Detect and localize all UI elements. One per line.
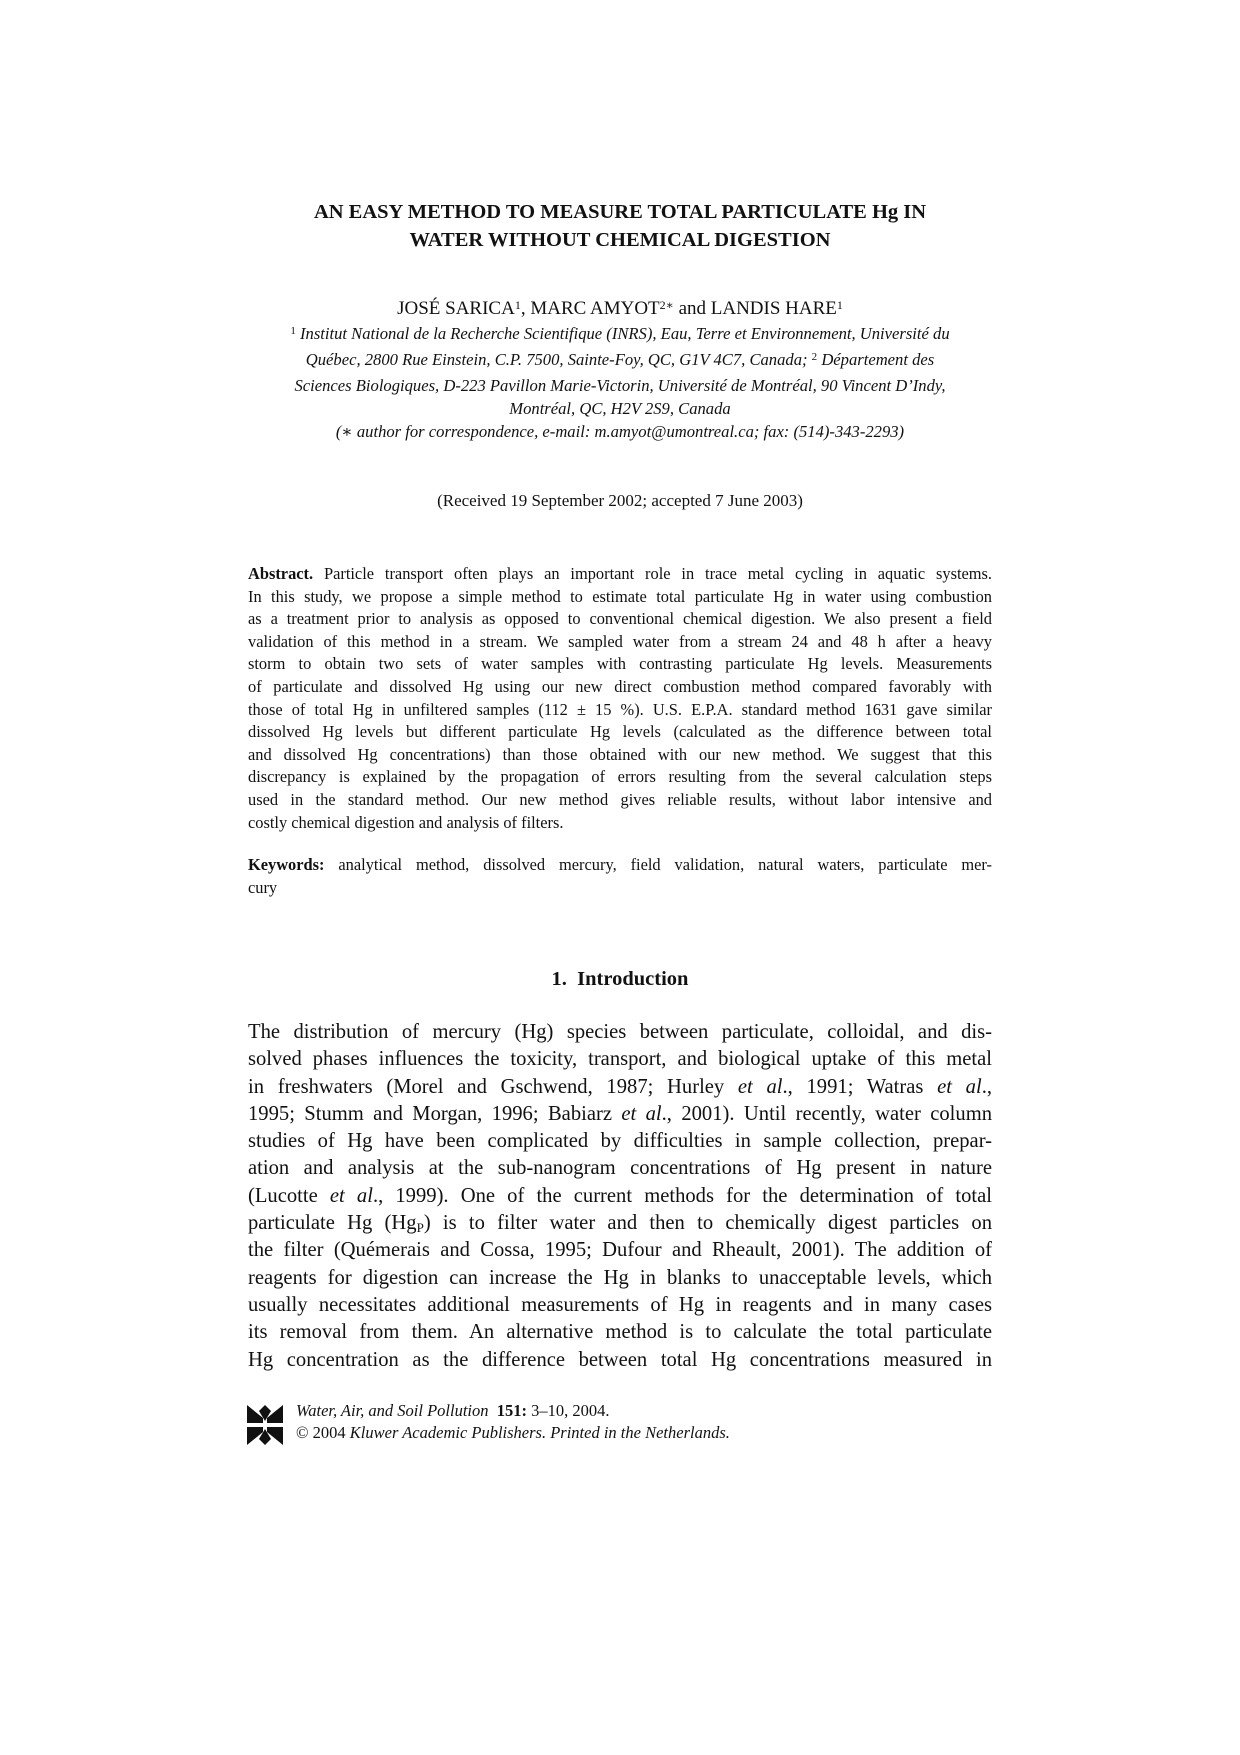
abstract: [248, 563, 992, 834]
abstract-line: of particulate and dissolved Hg using our new direct combustion method compared favorably with: [248, 676, 992, 696]
body-text-run: 1995; Stumm and Morgan, 1996; Babiarz: [248, 1102, 622, 1125]
body-text-run: ., 1999). One of the current methods for the determination of total: [372, 1184, 993, 1207]
author-separator: and: [673, 298, 711, 319]
abstract-line: validation of this method in a stream. We sampled water from a stream 24 and 48 h after a heavy: [248, 631, 992, 651]
paper-title: [248, 198, 992, 254]
abstract-line: In this study, we propose a simple method to estimate total particulate Hg in water using combustion: [248, 586, 992, 606]
keywords-line: [248, 854, 992, 877]
correspondence-note: (∗ author for correspondence, e-mail: m.amyot@umontreal.ca; fax: (514)-343-2293): [335, 422, 905, 441]
author-list: [248, 297, 992, 321]
keywords: [248, 854, 992, 899]
author-affiliation-mark: 1: [836, 298, 843, 312]
body-line: Hg concentration as the difference between total Hg concentrations measured in: [248, 1348, 992, 1371]
affiliation-line: Montréal, QC, H2V 2S9, Canada: [509, 399, 731, 418]
abstract-line: used in the standard method. Our new method gives reliable results, without labor intensive and: [248, 789, 992, 809]
affiliation-mark: 1: [290, 325, 296, 337]
abstract-line: and dissolved Hg concentrations) than those obtained with our new method. We suggest that this: [248, 744, 992, 764]
abstract-line: dissolved Hg levels but different particulate Hg levels (calculated as the difference between total: [248, 722, 992, 742]
affiliation-line: [245, 348, 995, 374]
abstract-line: storm to obtain two sets of water samples with contrasting particulate Hg levels. Measurements: [248, 654, 992, 674]
publisher-name: Kluwer Academic Publishers. Printed in the Netherlands.: [349, 1423, 730, 1442]
abstract-text: Particle transport often plays an important role in trace metal cycling in aquatic systems.: [313, 564, 992, 583]
body-line: its removal from them. An alternative method is to calculate the total particulate: [248, 1321, 992, 1344]
title-line: WATER WITHOUT CHEMICAL DIGESTION: [409, 229, 831, 251]
section-number: 1.: [551, 968, 567, 990]
kluwer-logo-icon: [246, 1404, 284, 1446]
keywords-line: cury: [248, 877, 278, 897]
body-text-italic: et al: [937, 1075, 982, 1098]
keywords-text: analytical method, dissolved mercury, field validation, natural waters, particulate mer-: [324, 855, 992, 874]
keywords-label: Keywords:: [248, 855, 325, 874]
body-line: the filter (Quémerais and Cossa, 1995; Dufour and Rheault, 2001). The addition of: [248, 1239, 992, 1262]
author-separator: ,: [520, 298, 531, 319]
footer-text: [296, 1400, 730, 1444]
journal-volume: 151:: [496, 1401, 528, 1420]
body-text-italic: et al: [737, 1075, 783, 1098]
journal-pages: 3–10, 2004.: [527, 1401, 610, 1420]
body-text-italic: et al: [329, 1184, 373, 1207]
affiliation-text: Département des: [817, 350, 935, 369]
body-text-run: ) is to filter water and then to chemically digest particles on: [423, 1212, 992, 1235]
journal-name: Water, Air, and Soil Pollution: [296, 1401, 489, 1420]
received-dates: (Received 19 September 2002; accepted 7 June 2003): [437, 491, 803, 510]
abstract-line: costly chemical digestion and analysis of filters.: [248, 812, 564, 832]
affiliation-mark: 2: [811, 351, 818, 363]
journal-footer: [246, 1400, 946, 1450]
body-line: solved phases influences the toxicity, transport, and biological uptake of this metal: [248, 1048, 992, 1071]
abstract-line: those of total Hg in unfiltered samples (112 ± 15 %). U.S. E.P.A. standard method 1631 gave similar: [248, 699, 992, 719]
body-text-run: particulate Hg (Hg: [248, 1212, 417, 1235]
author-affiliation-mark: 2∗: [659, 298, 674, 312]
footer-copyright: [296, 1422, 730, 1444]
affiliation-text: Québec, 2800 Rue Einstein, C.P. 7500, Sainte-Foy, QC, G1V 4C7, Canada;: [305, 350, 812, 369]
body-text-run: .,: [981, 1075, 993, 1098]
body-line: [248, 1210, 992, 1237]
body-line: reagents for digestion can increase the Hg in blanks to unacceptable levels, which: [248, 1266, 992, 1289]
affiliations: [245, 322, 995, 443]
body-text-italic: et al: [621, 1102, 662, 1125]
body-line: [248, 1074, 992, 1101]
body-line: [248, 1183, 992, 1210]
affiliation-line: [245, 322, 995, 348]
body-text-run: ., 2001). Until recently, water column: [661, 1102, 993, 1125]
abstract-line: as a treatment prior to analysis as opposed to conventional chemical digestion. We also present a field: [248, 609, 992, 629]
body-text: [248, 1019, 992, 1374]
section-title: Introduction: [577, 968, 689, 990]
body-text-run: (Lucotte: [248, 1184, 330, 1207]
footer-citation: [296, 1400, 730, 1422]
body-text-run: ., 1991; Watras: [782, 1075, 938, 1098]
body-line: ation and analysis at the sub-nanogram concentrations of Hg present in nature: [248, 1157, 992, 1180]
abstract-label: Abstract.: [248, 564, 314, 583]
title-line: AN EASY METHOD TO MEASURE TOTAL PARTICULATE Hg IN: [313, 201, 927, 223]
author-name: MARC AMYOT: [530, 298, 660, 319]
body-text-run: in freshwaters (Morel and Gschwend, 1987; Hurley: [248, 1075, 738, 1098]
affiliation-line: Sciences Biologiques, D-223 Pavillon Marie-Victorin, Université de Montréal, 90 Vincent D’Indy,: [294, 376, 946, 395]
abstract-line: discrepancy is explained by the propagation of errors resulting from the several calculation steps: [248, 767, 992, 787]
affiliation-text: Institut National de la Recherche Scientifique (INRS), Eau, Terre et Environnement, Université du: [295, 324, 950, 343]
copyright-year: © 2004: [296, 1423, 350, 1442]
section-heading: [248, 966, 992, 992]
body-line: usually necessitates additional measurements of Hg in reagents and in many cases: [248, 1293, 992, 1316]
author-affiliation-mark: 1: [514, 298, 521, 312]
body-line: The distribution of mercury (Hg) species between particulate, colloidal, and dis-: [248, 1021, 992, 1043]
body-line: studies of Hg have been complicated by difficulties in sample collection, prepar-: [248, 1130, 992, 1153]
body-subscript: P: [416, 1220, 424, 1236]
author-name: LANDIS HARE: [710, 298, 837, 319]
body-line: [248, 1101, 992, 1128]
abstract-line: [248, 563, 992, 586]
author-name: JOSÉ SARICA: [397, 298, 515, 319]
